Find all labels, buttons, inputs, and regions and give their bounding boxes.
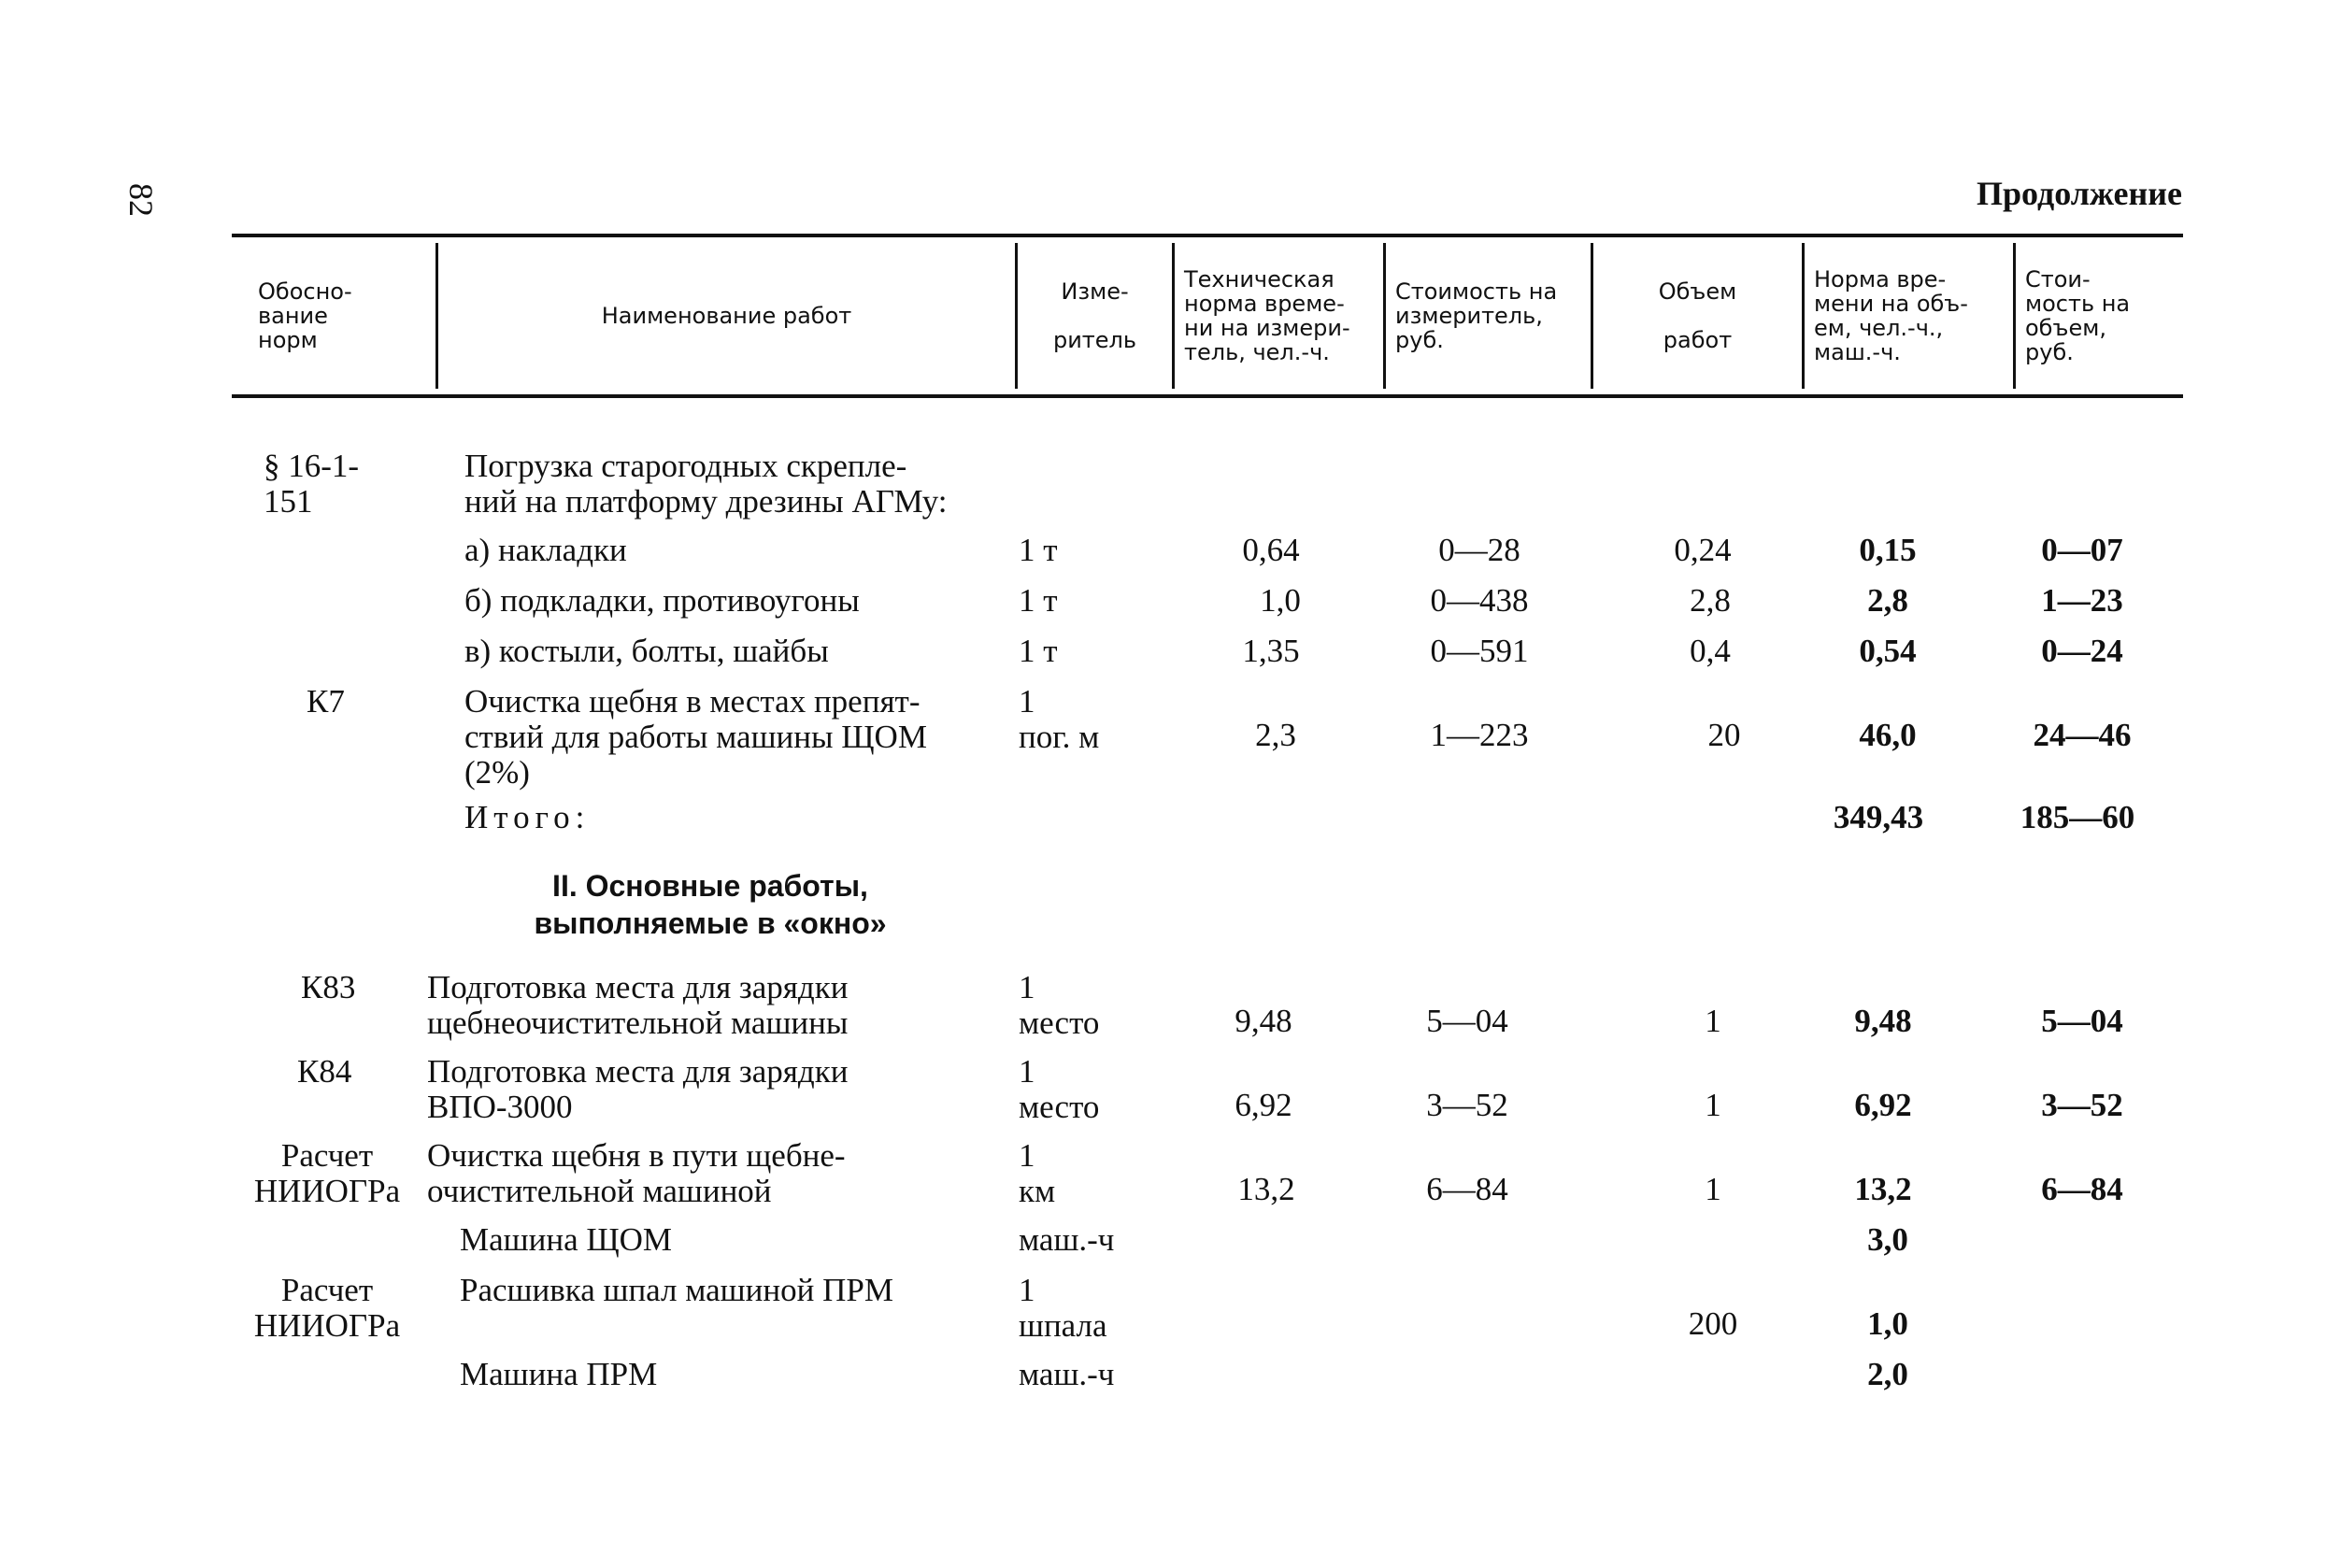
table-row-cost: 6—84 [1426,1171,1508,1207]
table-row-name: Машина ПРМ [460,1356,658,1392]
table-row-volume: 2,8 [1690,582,1731,619]
table-row-norm: 0,15 [1859,532,1917,568]
table-row-name: Очистка щебня в пути щебне- очистительной машиной [427,1137,846,1209]
table-row-volume: 20 [1707,717,1741,753]
header-volume: Объем работ [1591,243,1802,389]
page-number: 82 [122,183,160,217]
table-row-norm: 13,2 [1854,1171,1912,1207]
table-row-basis: Расчет НИИОГРа [253,1272,401,1344]
table-row-name: Машина ЩОМ [460,1221,673,1258]
table-row-basis: § 16-1- 151 [264,448,360,520]
section-heading: II. Основные работы, выполняемые в «окно» [534,869,887,940]
table-row-unit: маш.-ч [1019,1356,1115,1392]
table-row-tech: 1,0 [1260,582,1301,619]
table-row-cost: 1—223 [1430,717,1529,753]
table-row-norm: 6,92 [1854,1087,1912,1123]
table-row-norm: 46,0 [1859,717,1917,753]
table-row-total: 1—23 [2041,582,2123,619]
header-cost-volume: Стои- мость на объем, руб. [2013,243,2183,389]
table-row-name: Подготовка места для зарядки ВПО-3000 [427,1053,849,1125]
table-row-unit: 1 т [1019,633,1058,669]
total-norm: 349,43 [1833,799,1924,835]
table-header [232,234,2183,398]
table-row-unit: 1 км [1019,1137,1056,1209]
table-row-volume: 0,4 [1690,633,1731,669]
table-row-cost: 0—28 [1438,532,1520,568]
table-row-unit: 1 место [1019,969,1100,1041]
table-row-cost: 0—591 [1430,633,1529,669]
table-row-cost: 0—438 [1430,582,1529,619]
table-row-basis: К83 [301,969,356,1005]
table-row-basis: К84 [297,1053,352,1090]
table-row-tech: 13,2 [1237,1171,1295,1207]
table-row-total: 0—07 [2041,532,2123,568]
table-row-name: Подготовка места для зарядки щебнеочистительной машины [427,969,849,1041]
table-row-total: 3—52 [2041,1087,2123,1123]
table-row-total: 0—24 [2041,633,2123,669]
table-row-name: а) накладки [464,532,627,568]
table-row-norm: 9,48 [1854,1003,1912,1039]
table-row-unit: 1 пог. м [1019,683,1100,755]
table-row-name: б) подкладки, противоугоны [464,582,860,619]
table-row-total: 24—46 [2033,717,2132,753]
table-row-volume: 0,24 [1674,532,1732,568]
table-row-tech: 2,3 [1255,717,1296,753]
table-row-unit: 1 т [1019,532,1058,568]
header-time-norm-volume: Норма вре- мени на объ- ем, чел.-ч., маш.-ч. [1802,243,2013,389]
table-row-basis: Расчет НИИОГРа [253,1137,401,1209]
table-row-unit: 1 т [1019,582,1058,619]
total-label: Итого: [464,799,591,835]
continuation-label: Продолжение [1977,175,2182,212]
table-row-norm: 2,0 [1867,1356,1908,1392]
total-cost: 185—60 [2020,799,2135,835]
table-row-unit: 1 шпала [1019,1272,1107,1344]
table-row-total: 6—84 [2041,1171,2123,1207]
table-row-norm: 3,0 [1867,1221,1908,1258]
table-row-tech: 1,35 [1242,633,1300,669]
table-row-volume: 1 [1705,1171,1721,1207]
header-cost-per-unit: Стоимость на измеритель, руб. [1383,243,1591,389]
table-row-volume: 1 [1705,1087,1721,1123]
table-row-unit: 1 место [1019,1053,1100,1125]
table-row-name: Очистка щебня в местах препят- ствий для работы машины ЩОМ (2%) [464,683,927,791]
header-work-name: Наименование работ [435,243,1015,389]
table-row-basis: К7 [307,683,345,720]
table-row-volume: 1 [1705,1003,1721,1039]
table-row-tech: 0,64 [1242,532,1300,568]
table-row-volume: 200 [1688,1305,1738,1342]
table-row-unit: маш.-ч [1019,1221,1115,1258]
table-row-name: Погрузка старогодных скрепле- ний на платформу дрезины АГМу: [464,448,948,520]
table-row-total: 5—04 [2041,1003,2123,1039]
table-row-norm: 1,0 [1867,1305,1908,1342]
table-row-norm: 2,8 [1867,582,1908,619]
table-row-name: в) костыли, болты, шайбы [464,633,829,669]
table-row-tech: 6,92 [1235,1087,1292,1123]
table-row-tech: 9,48 [1235,1003,1292,1039]
table-row-norm: 0,54 [1859,633,1917,669]
table-row-cost: 5—04 [1426,1003,1508,1039]
header-basis: Обосно- вание норм [258,278,352,353]
table-row-cost: 3—52 [1426,1087,1508,1123]
table-row-name: Расшивка шпал машиной ПРМ [460,1272,893,1308]
header-unit: Изме- ритель [1015,243,1172,389]
header-tech-norm: Техническая норма време- ни на измери- тель, чел.-ч. [1172,243,1383,389]
